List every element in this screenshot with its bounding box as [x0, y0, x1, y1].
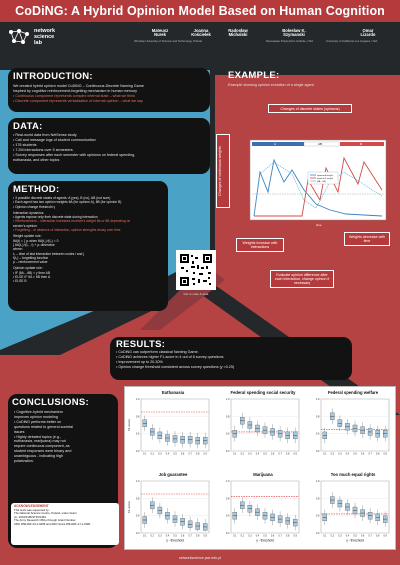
chart-panel-5 — [226, 472, 299, 543]
x-tick-label: 0.3 — [248, 534, 252, 538]
x-tick-label: 0.8 — [375, 452, 380, 456]
x-tick-label: 0.9 — [383, 452, 387, 456]
y-tick-label: 0.6 — [135, 432, 140, 436]
x-tick-label: 0.6 — [270, 534, 275, 538]
qr-code-icon — [179, 253, 213, 287]
x-tick-label: 0.4 — [165, 534, 170, 538]
method-heading: METHOD: — [13, 184, 60, 195]
x-tick-label: 0.1 — [143, 452, 147, 456]
data-text: • Real-world data from NetSense study • Call and message logs of student communication • 178 students • 7.2M interactions over 5 semesters • Survey responses after each semester with opinions on federal spending, euthanasia, and other topics — [13, 133, 136, 162]
x-tick-label: 0.6 — [270, 452, 275, 456]
author-5: Omar Lizardo University of California Los Angeles, USA — [326, 28, 378, 43]
legend-b-weight: opinion B weight — [317, 177, 334, 180]
acknowledgement: ACKNOWLEDGEMENT This work was supported by: The National Science Centre, Poland, under Grant no. 2016/21/B/ST6/01463 The Army Research Office through Grant Number ARO W911NF-23-1-0295 and ARO Grant W911NF-17-1-0481 — [11, 503, 119, 545]
network-logo-icon — [8, 28, 30, 46]
y-tick-label: 1.0 — [315, 398, 320, 401]
chart-panel-4 — [127, 472, 209, 543]
x-tick-label: 0.1 — [143, 534, 147, 538]
x-tick-label: 0.1 — [323, 534, 327, 538]
y-tick-label: 0.8 — [225, 415, 230, 419]
x-tick-label: 0.8 — [285, 534, 290, 538]
x-axis-label: γ - threshold — [256, 538, 274, 543]
y-tick-label: 0.4 — [315, 450, 320, 453]
x-tick-label: 0.6 — [180, 534, 185, 538]
x-tick-label: 0.8 — [195, 534, 200, 538]
code-qr[interactable] — [176, 250, 216, 290]
x-tick-label: 0.2 — [240, 534, 245, 538]
callout-weights-decrease: Weights decrease with time — [344, 232, 390, 246]
x-tick-label: 0.9 — [383, 534, 387, 538]
qr-caption: link to code & data — [183, 292, 209, 296]
x-tick-label: 0.3 — [158, 534, 162, 538]
y-tick-label: 1.0 — [315, 480, 320, 483]
x-tick-label: 0.4 — [255, 534, 260, 538]
x-tick-label: 0.5 — [173, 534, 177, 538]
state-label-b: B — [360, 142, 363, 147]
x-tick-label: 0.5 — [173, 452, 177, 456]
callout-weights-increase: Weights increase with interactions — [236, 238, 284, 252]
callout-evaluate: Evaluate opinion difference after each interaction, change opinion if necessary — [270, 270, 334, 288]
author-list — [134, 28, 398, 65]
conclusions-heading: CONCLUSIONS: — [12, 397, 89, 408]
x-tick-label: 0.2 — [330, 534, 335, 538]
callout-discrete-changes: Changes of discrete states (opinions) — [268, 104, 352, 113]
data-heading: DATA: — [13, 121, 43, 132]
x-axis-label: γ - threshold — [346, 538, 364, 543]
x-tick-label: 0.4 — [345, 534, 350, 538]
y-tick-label: 0.8 — [135, 415, 140, 419]
x-tick-label: 0.6 — [360, 534, 365, 538]
x-tick-label: 0.9 — [203, 452, 207, 456]
y-tick-label: 0.8 — [315, 415, 320, 419]
x-tick-label: 0.8 — [285, 452, 290, 456]
logo-line-2: science — [34, 34, 55, 40]
conclusions-text: • Cognitive-hybrid mechanism improves opinion modeling • CoDiNG performs better on questions related to general societal issues • Highly debated topics (e.g., euthanasia, marijuana) may not require continuous component, as student responses were binary and unambiguous - indicating high polarization. — [14, 410, 74, 464]
x-tick-label: 0.5 — [353, 534, 357, 538]
y-tick-label: 1.0 — [135, 480, 140, 483]
legend-a-weight: opinion A weight — [317, 174, 333, 177]
x-tick-label: 0.9 — [293, 534, 297, 538]
author-4: Bolesław K. Szymanski Rensselaer Polytechnic Institute, USA — [266, 28, 314, 43]
x-tick-label: 0.4 — [345, 452, 350, 456]
x-tick-label: 0.1 — [233, 452, 237, 456]
chart-title: Job guarantee — [158, 472, 188, 477]
x-tick-label: 0.7 — [368, 534, 372, 538]
results-text: • CoDiNG can outperform classical Naming Game. • CoDiNG achieves higher F1-score in 4 out of 6 survey questions • Improvement up to 20-30% • Opinion change threshold consistent across survey questions (γ ≈0.25) — [116, 350, 235, 369]
x-tick-label: 0.2 — [240, 452, 245, 456]
chart-title: Federal spending social security — [230, 390, 296, 395]
results-charts — [124, 386, 396, 550]
y-tick-label: 0.4 — [135, 532, 140, 535]
x-tick-label: 0.1 — [323, 452, 327, 456]
x-tick-label: 0.9 — [203, 534, 207, 538]
x-tick-label: 0.3 — [338, 534, 342, 538]
x-tick-label: 0.2 — [150, 534, 155, 538]
chart-panel-2 — [226, 390, 299, 456]
x-tick-label: 0.8 — [195, 452, 200, 456]
x-tick-label: 0.5 — [263, 452, 267, 456]
x-tick-label: 0.9 — [293, 452, 297, 456]
y-tick-label: 1.0 — [135, 398, 140, 401]
y-tick-label: 0.4 — [315, 532, 320, 535]
x-tick-label: 0.4 — [255, 452, 260, 456]
x-tick-label: 0.3 — [158, 452, 162, 456]
x-tick-label: 0.2 — [330, 452, 335, 456]
x-tick-label: 0.6 — [180, 452, 185, 456]
example-plot — [212, 112, 394, 334]
example-subtitle: Example showing opinion evolution of a single agent — [228, 83, 314, 87]
state-label-ab: AB — [318, 142, 323, 147]
footer-url[interactable]: networkscience.pwr.edu.pl — [178, 556, 222, 560]
author-2: Joanna Kościelek — [191, 28, 211, 37]
x-axis-label: γ - threshold — [166, 538, 184, 543]
author-3: Radosław Michalski — [228, 28, 248, 37]
logo-line-1: network — [34, 28, 56, 34]
x-tick-label: 0.4 — [165, 452, 170, 456]
x-tick-label: 0.8 — [375, 534, 380, 538]
y-tick-label: 0.8 — [315, 497, 320, 501]
results-charts-svg — [125, 387, 397, 551]
y-tick-label: 0.6 — [135, 514, 140, 518]
x-tick-label: 0.5 — [353, 452, 357, 456]
intro-text: We created hybrid opinion model CoDiNG – Continuous-Discrete Naming Game inspired by cognitive reinforcement-forgetting mechanism in human memory • Continuous component represents complex internal state – what we think • Discrete component represents verbalization of internal opinion – what we say — [13, 84, 144, 103]
y-tick-label: 0.8 — [225, 497, 230, 501]
x-tick-label: 0.7 — [188, 452, 192, 456]
x-tick-label: 0.7 — [188, 534, 192, 538]
example-xlabel: time — [316, 223, 322, 227]
y-tick-label: 1.0 — [225, 480, 230, 483]
x-tick-label: 0.1 — [233, 534, 237, 538]
chart-title: Euthanasia — [161, 390, 185, 395]
chart-panel-6 — [316, 472, 389, 543]
y-tick-label: 0.4 — [225, 532, 230, 535]
poster-title: CoDiNG: A Hybrid Opinion Model Based on Human Cognition — [15, 4, 385, 18]
x-tick-label: 0.7 — [368, 452, 372, 456]
chart-title: Too much equal rights — [330, 472, 376, 477]
method-text: • 3 possible discrete states of agents: A (yes), B (no), AB (not sure) • Each agent has two opinion weights θA (for opinion A), θB (for opinion B) • Opinion change threshold γ Interaction dynamics: • Agents expose only their discrete state during interaction • Reinforcement – interaction increases receiver's weight θA or θB depending on sender's opinion • Forgetting – in absence of interaction, opinion strengths decay over time Weight update rule: θA(t) = { ρᵢ when θA(t₀) f(t₀) = 0 { θA(t₀) f(t₀ , t) + ρᵢ otherwise where: t₀ – time of last interaction between nodes i and j f(t₀) – forgetting function ρ – reinforcement value Opinion update rule: • IF |θA – θB| < γ then AB • ELSE IF θA > θB then A • ELSE B — [13, 196, 131, 284]
chart-title: Marijuana — [253, 472, 273, 477]
y-tick-label: 0.6 — [225, 514, 230, 518]
author-1: Mateusz Nurek Wroclaw University of Science and Technology, Poland — [134, 28, 202, 43]
x-tick-label: 0.6 — [360, 452, 365, 456]
lab-logo — [8, 28, 55, 46]
results-heading: RESULTS: — [116, 339, 166, 350]
y-tick-label: 0.8 — [135, 497, 140, 501]
state-label-a: A — [274, 142, 277, 147]
example-heading: EXAMPLE: — [228, 70, 280, 81]
y-tick-label: 0.6 — [225, 432, 230, 436]
y-tick-label: 0.4 — [135, 450, 140, 453]
logo-line-3: lab — [34, 40, 42, 46]
x-tick-label: 0.2 — [150, 452, 155, 456]
chart-title: Federal spending welfare — [327, 390, 379, 395]
x-tick-label: 0.7 — [278, 534, 282, 538]
callout-continuous-weights: Changes of continuous weights — [216, 134, 230, 208]
legend-diff: |θA – θB| — [317, 180, 326, 183]
x-tick-label: 0.3 — [248, 452, 252, 456]
y-tick-label: 0.6 — [315, 514, 320, 518]
intro-heading: INTRODUCTION: — [13, 71, 93, 82]
chart-panel-1 — [127, 390, 209, 456]
chart-panel-3 — [316, 390, 389, 456]
x-tick-label: 0.5 — [263, 534, 267, 538]
x-tick-label: 0.3 — [338, 452, 342, 456]
y-tick-label: 0.6 — [315, 432, 320, 436]
ack-heading: ACKNOWLEDGEMENT — [14, 504, 49, 508]
x-tick-label: 0.7 — [278, 452, 282, 456]
y-axis-label: F1-score — [127, 419, 131, 431]
y-axis-label: F1-score — [127, 501, 131, 513]
title-bar — [0, 0, 400, 22]
y-tick-label: 1.0 — [225, 398, 230, 401]
y-tick-label: 0.4 — [225, 450, 230, 453]
